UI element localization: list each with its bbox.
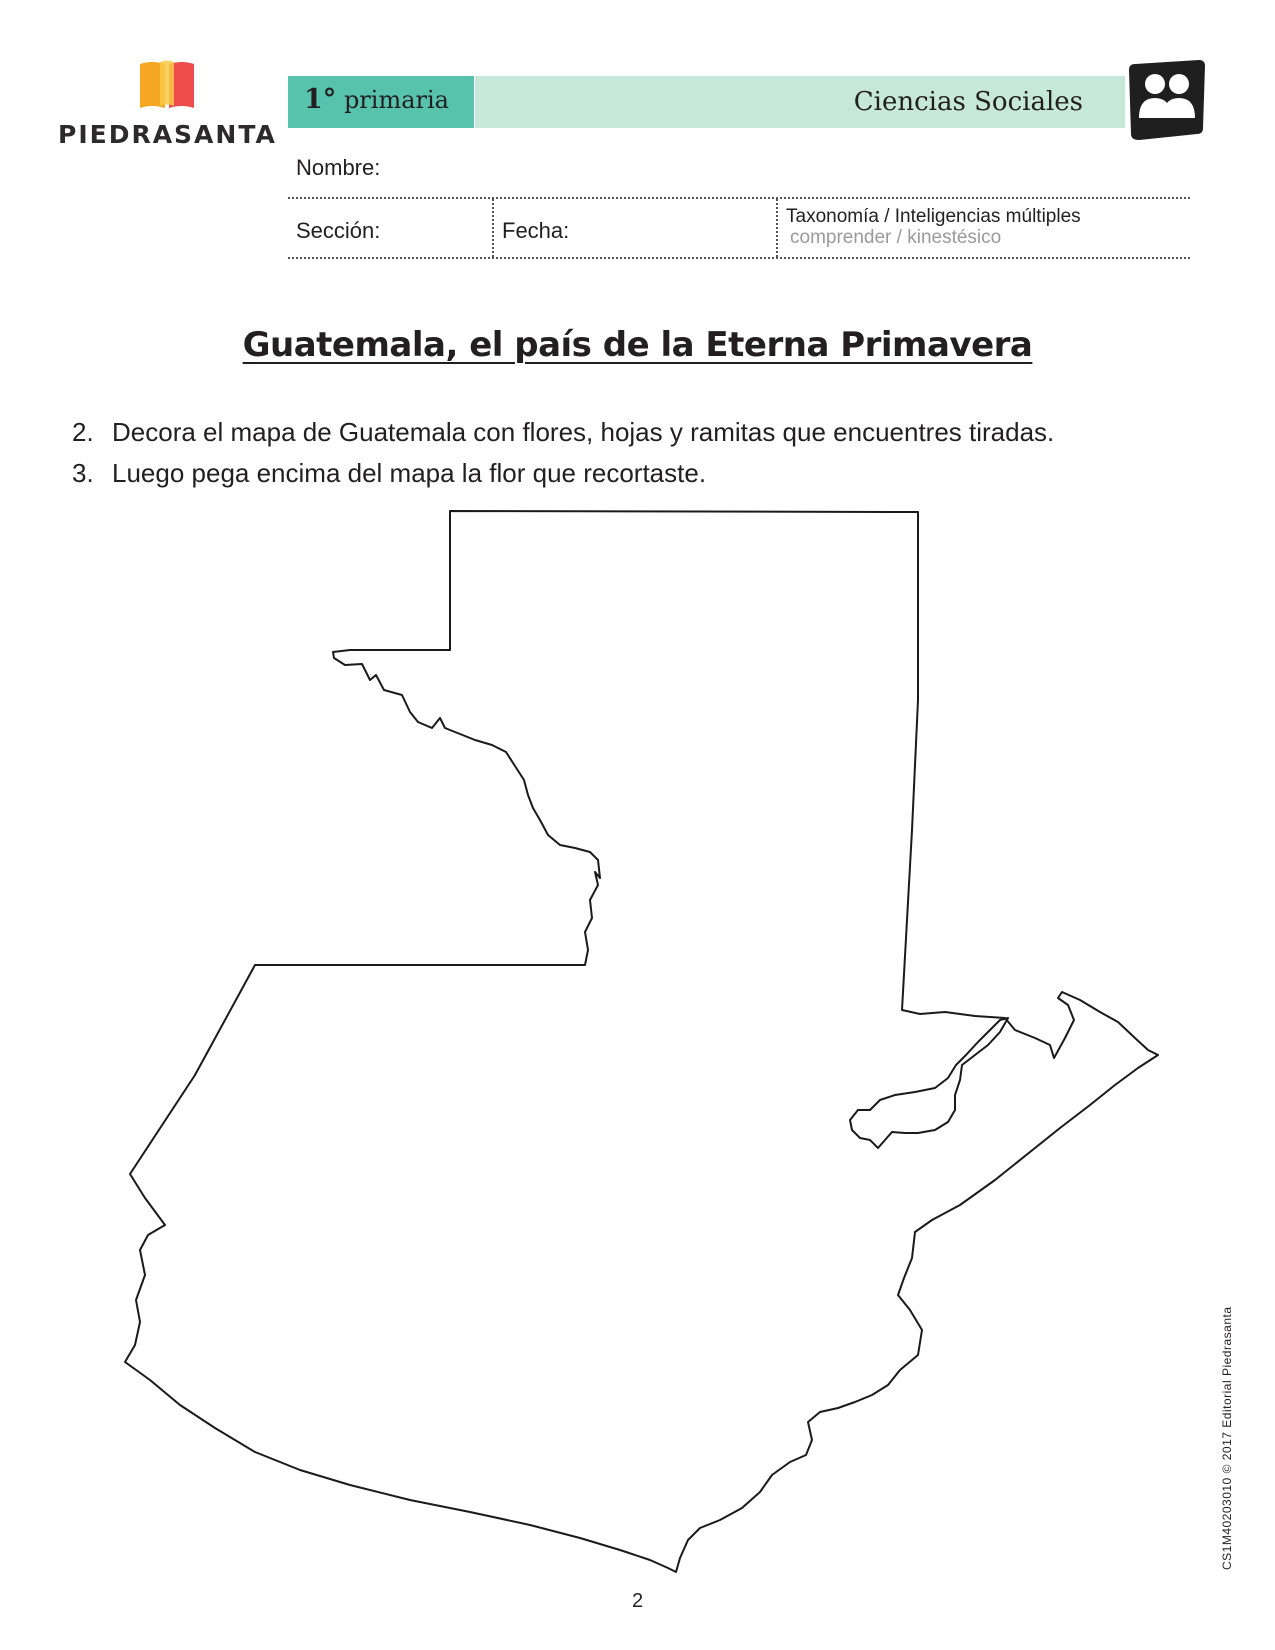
instruction-text: Luego pega encima del mapa la flor que recortaste. [112, 458, 707, 488]
instruction-text: Decora el mapa de Guatemala con flores, hojas y ramitas que encuentres tiradas. [112, 417, 1055, 447]
publisher-logo [58, 58, 278, 158]
field-divider [776, 199, 778, 257]
grade-level: primaria [343, 86, 449, 114]
instruction-item [72, 453, 1054, 494]
instruction-number: 3. [72, 458, 94, 488]
grade-label-box [288, 76, 474, 128]
map-lake-outline [850, 1018, 1008, 1148]
instruction-item [72, 412, 1054, 453]
section-field-label: Sección: [296, 218, 381, 243]
instruction-number: 2. [72, 417, 94, 447]
map-outline [125, 511, 1158, 1572]
date-field-label: Fecha: [502, 218, 570, 243]
grade-number: 1° [304, 84, 337, 115]
divider-line [288, 197, 1190, 199]
field-divider [492, 199, 494, 257]
copyright-text: CS1M40203010 © 2017 Editorial Piedrasanta [1220, 1306, 1234, 1570]
subject-title: Ciencias Sociales [853, 87, 1083, 117]
taxonomy-value: comprender / kinestésico [790, 227, 1002, 248]
open-book-logo-icon [138, 58, 196, 110]
brand-name: PIEDRASANTA [58, 120, 277, 149]
divider-line [288, 257, 1190, 259]
page-title: Guatemala, el país de la Eterna Primavera [242, 325, 1033, 365]
subject-band [475, 76, 1125, 128]
people-icon [1125, 58, 1205, 144]
instruction-list [72, 412, 1054, 494]
name-field-label: Nombre: [296, 155, 381, 180]
taxonomy-heading: Taxonomía / Inteligencias múltiples [786, 206, 1081, 227]
page-number: 2 [631, 1590, 644, 1612]
